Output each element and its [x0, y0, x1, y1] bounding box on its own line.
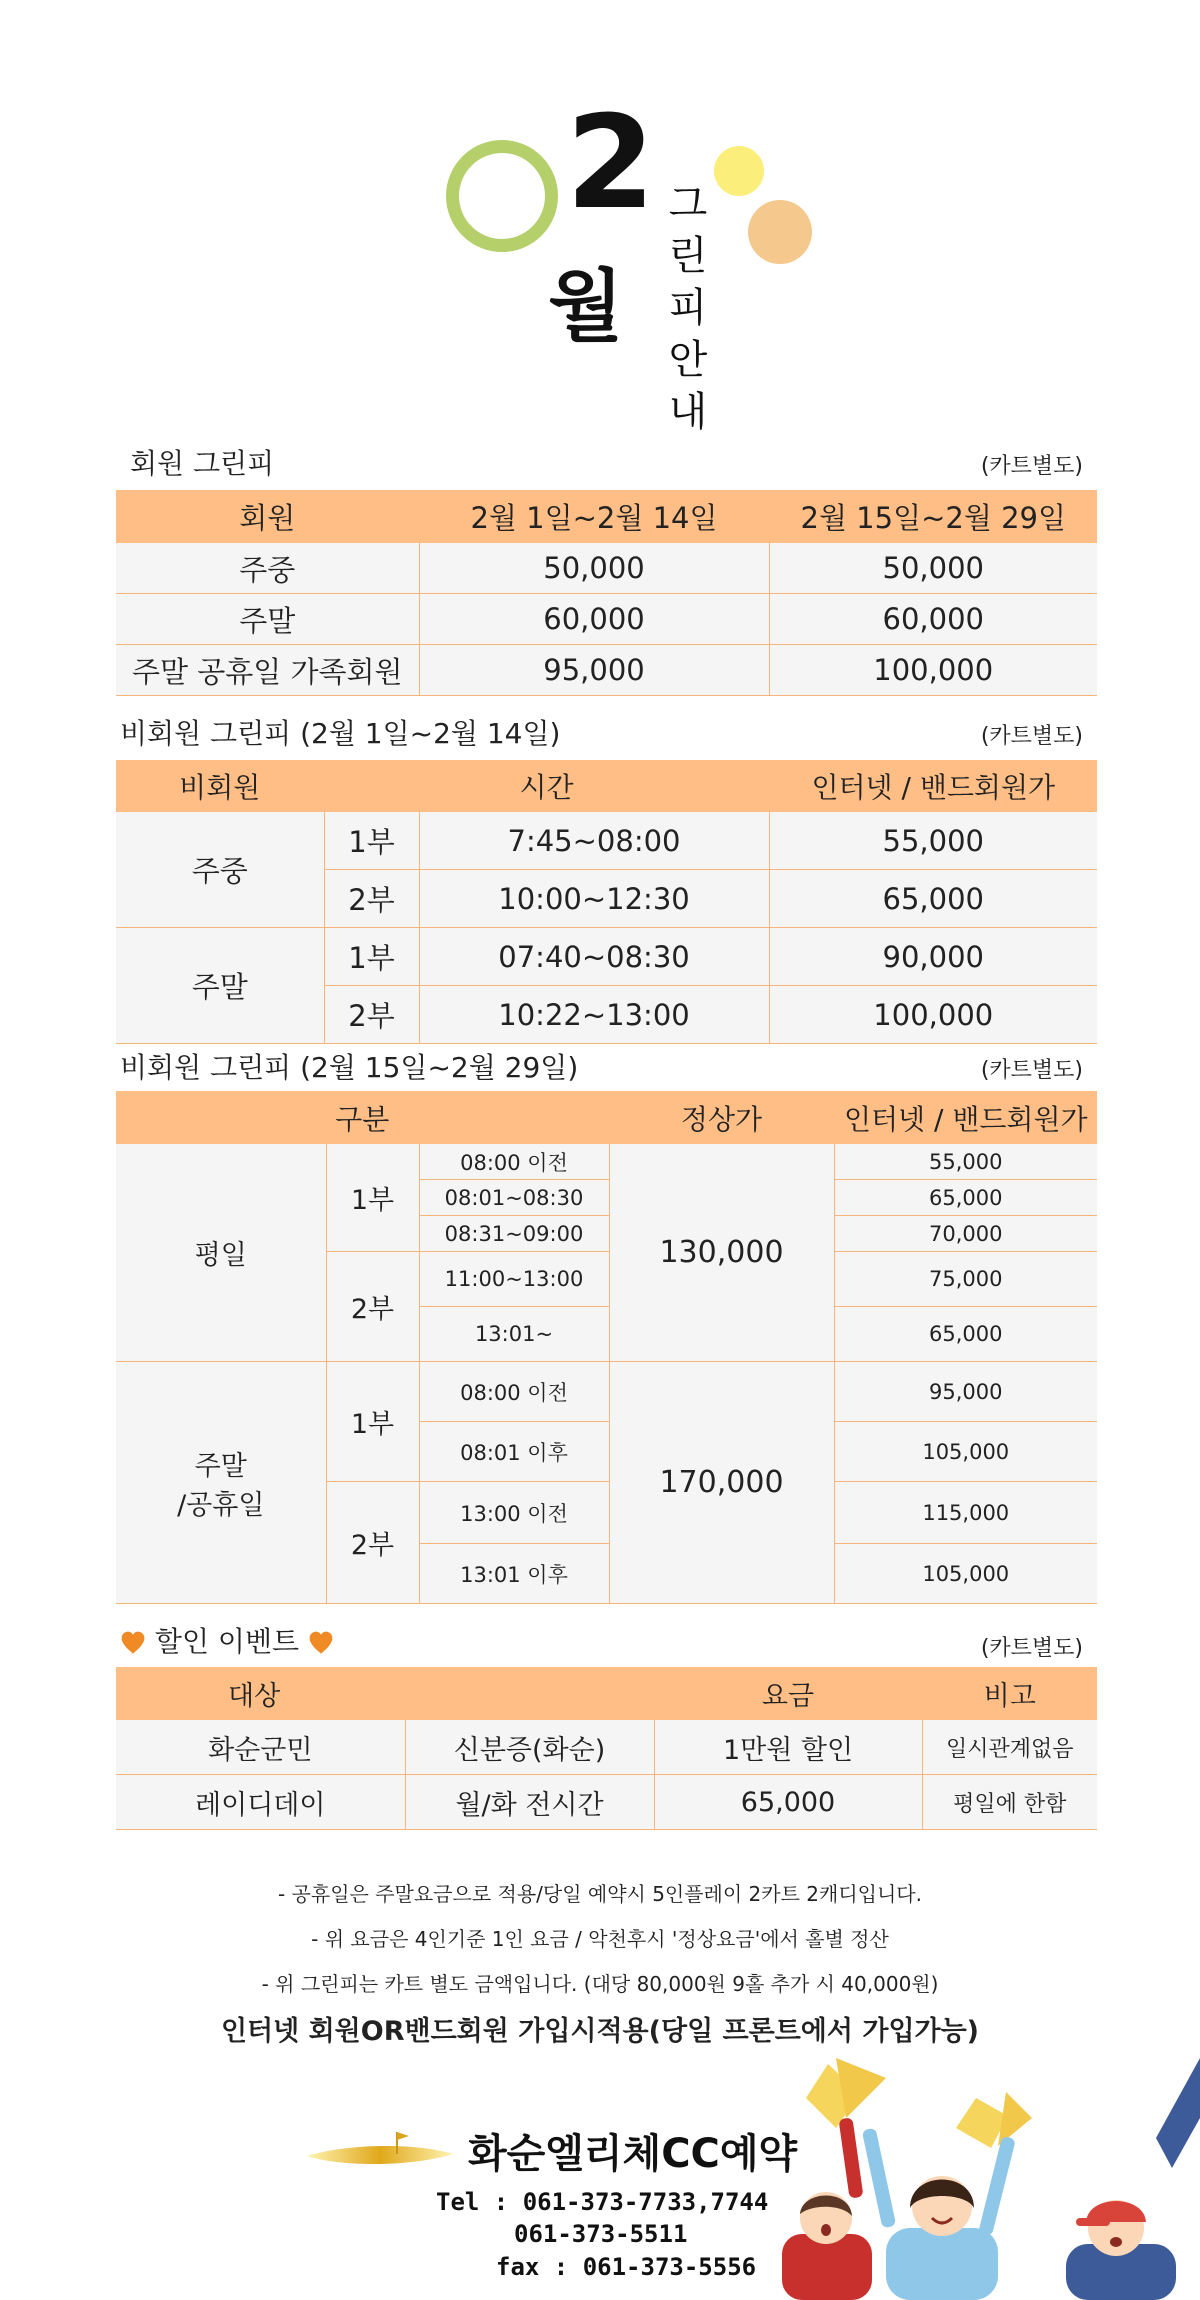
condition-cell: 월/화 전시간: [405, 1775, 654, 1830]
heart-icon: [120, 1630, 146, 1656]
time-cell: 08:01~08:30: [419, 1180, 609, 1216]
member-cart-note: (카트별도): [980, 454, 1083, 479]
discount-cart-note: (카트별도): [980, 1636, 1083, 1661]
row-label: 주말 공휴일 가족회원: [116, 645, 419, 696]
part-label: 2부: [324, 870, 419, 928]
column-header: 인터넷 / 밴드회원가: [834, 1092, 1097, 1144]
part-label: 1부: [324, 928, 419, 986]
target-cell: 화순군민: [116, 1720, 405, 1775]
price-cell: 95,000: [834, 1362, 1097, 1422]
column-header: 2월 15일~2월 29일: [769, 491, 1097, 543]
time-cell: 7:45~08:00: [419, 812, 769, 870]
price-cell: 100,000: [769, 986, 1097, 1044]
group-label-line: 주말: [194, 1450, 247, 1482]
price-cell: 75,000: [834, 1252, 1097, 1307]
note-line: - 위 요금은 4인기준 1인 요금 / 악천후시 '정상요금'에서 홀별 정산: [311, 1927, 889, 1951]
membership-note: 인터넷 회원OR밴드회원 가입시적용(당일 프론트에서 가입가능): [220, 2016, 980, 2047]
price-cell: 70,000: [834, 1216, 1097, 1252]
row-label: 주말: [116, 594, 419, 645]
column-header: 회원: [116, 491, 419, 543]
column-header: 인터넷 / 밴드회원가: [769, 761, 1097, 812]
column-header: 비회원: [116, 761, 324, 812]
part-label: 1부: [326, 1362, 419, 1482]
time-cell: 08:31~09:00: [419, 1216, 609, 1252]
nonmember-a-table: [116, 760, 1097, 1044]
fee-cell: 65,000: [654, 1775, 922, 1830]
group-label: 주말: [116, 928, 324, 1044]
group-label-line: /공휴일: [177, 1489, 265, 1521]
cheering-people-illustration: [776, 2058, 1200, 2300]
price-cell: 90,000: [769, 928, 1097, 986]
price-cell: 55,000: [769, 812, 1097, 870]
price-cell: 65,000: [834, 1180, 1097, 1216]
discount-title-row: [120, 1625, 334, 1658]
time-cell: 13:00 이전: [419, 1482, 609, 1544]
time-cell: 10:22~13:00: [419, 986, 769, 1044]
price-cell: 105,000: [834, 1422, 1097, 1482]
table-row: [116, 645, 1097, 696]
price-cell: 115,000: [834, 1482, 1097, 1544]
nonmember-a-cart-note: (카트별도): [980, 724, 1083, 749]
time-cell: 13:01 이후: [419, 1544, 609, 1604]
nonmember-a-title: 비회원 그린피 (2월 1일~2월 14일): [120, 717, 561, 750]
table-row: [116, 928, 1097, 986]
column-header: 2월 1일~2월 14일: [419, 491, 769, 543]
table-row: [116, 594, 1097, 645]
note-line: - 위 그린피는 카트 별도 금액입니다. (대당 80,000원 9홀 추가 시 40,000원): [261, 1972, 939, 1996]
time-cell: 08:01 이후: [419, 1422, 609, 1482]
row-label: 주중: [116, 543, 419, 594]
regular-price-cell: 170,000: [609, 1362, 834, 1604]
table-row: [116, 1775, 1097, 1830]
golf-logo-icon: [305, 2128, 455, 2170]
nonmember-b-table: [116, 1091, 1097, 1604]
table-row: [116, 543, 1097, 594]
part-label: 2부: [324, 986, 419, 1044]
brand-name: 화순엘리체CC예약: [468, 2131, 798, 2177]
month-number: 2: [566, 89, 656, 238]
discount-title: 할인 이벤트: [154, 1625, 300, 1658]
target-cell: 레이디데이: [116, 1775, 405, 1830]
peach-dot-decoration: [748, 200, 812, 264]
page-title: 그린피안내: [668, 181, 708, 435]
part-label: 1부: [326, 1144, 419, 1252]
member-fee-table: [116, 490, 1097, 696]
table-header-row: [116, 491, 1097, 543]
part-label: 1부: [324, 812, 419, 870]
part-label: 2부: [326, 1252, 419, 1362]
price-cell: 50,000: [419, 543, 769, 594]
table-header-row: [116, 1092, 1097, 1144]
time-cell: 11:00~13:00: [419, 1252, 609, 1307]
nonmember-b-cart-note: (카트별도): [980, 1058, 1083, 1083]
table-row: [116, 1144, 1097, 1180]
part-label: 2부: [326, 1482, 419, 1604]
group-label: 평일: [116, 1144, 326, 1362]
regular-price-cell: 130,000: [609, 1144, 834, 1362]
discount-table: [116, 1667, 1097, 1830]
phone-number: Tel : 061-373-7733,7744: [436, 2188, 769, 2216]
table-row: [116, 1720, 1097, 1775]
table-row: [116, 812, 1097, 870]
green-ring-decoration: [446, 140, 558, 252]
column-header: 시간: [324, 761, 769, 812]
group-label: 주중: [116, 812, 324, 928]
nonmember-b-title: 비회원 그린피 (2월 15일~2월 29일): [120, 1051, 579, 1084]
fax-number: fax : 061-373-5556: [496, 2253, 757, 2281]
member-section-title: 회원 그린피: [130, 447, 275, 480]
column-header: 정상가: [609, 1092, 834, 1144]
yellow-dot-decoration: [714, 146, 764, 196]
column-header: 대상: [116, 1668, 654, 1720]
table-row: [116, 1362, 1097, 1422]
table-header-row: [116, 761, 1097, 812]
price-cell: 105,000: [834, 1544, 1097, 1604]
price-cell: 50,000: [769, 543, 1097, 594]
time-cell: 10:00~12:30: [419, 870, 769, 928]
price-cell: 65,000: [834, 1307, 1097, 1362]
column-header: 요금: [654, 1668, 922, 1720]
remark-cell: 일시관계없음: [922, 1720, 1097, 1775]
condition-cell: 신분증(화순): [405, 1720, 654, 1775]
price-cell: 55,000: [834, 1144, 1097, 1180]
price-cell: 100,000: [769, 645, 1097, 696]
phone-number: 061-373-5511: [514, 2220, 688, 2248]
price-cell: 65,000: [769, 870, 1097, 928]
heart-icon: [308, 1630, 334, 1656]
group-label: [116, 1362, 326, 1604]
time-cell: 08:00 이전: [419, 1362, 609, 1422]
price-cell: 60,000: [769, 594, 1097, 645]
time-cell: 08:00 이전: [419, 1144, 609, 1180]
fee-cell: 1만원 할인: [654, 1720, 922, 1775]
time-cell: 13:01~: [419, 1307, 609, 1362]
time-cell: 07:40~08:30: [419, 928, 769, 986]
table-header-row: [116, 1668, 1097, 1720]
month-word: 월: [548, 262, 624, 352]
remark-cell: 평일에 한함: [922, 1775, 1097, 1830]
note-line: - 공휴일은 주말요금으로 적용/당일 예약시 5인플레이 2카트 2캐디입니다.: [278, 1882, 922, 1906]
column-header: 구분: [116, 1092, 609, 1144]
price-cell: 60,000: [419, 594, 769, 645]
column-header: 비고: [922, 1668, 1097, 1720]
price-cell: 95,000: [419, 645, 769, 696]
